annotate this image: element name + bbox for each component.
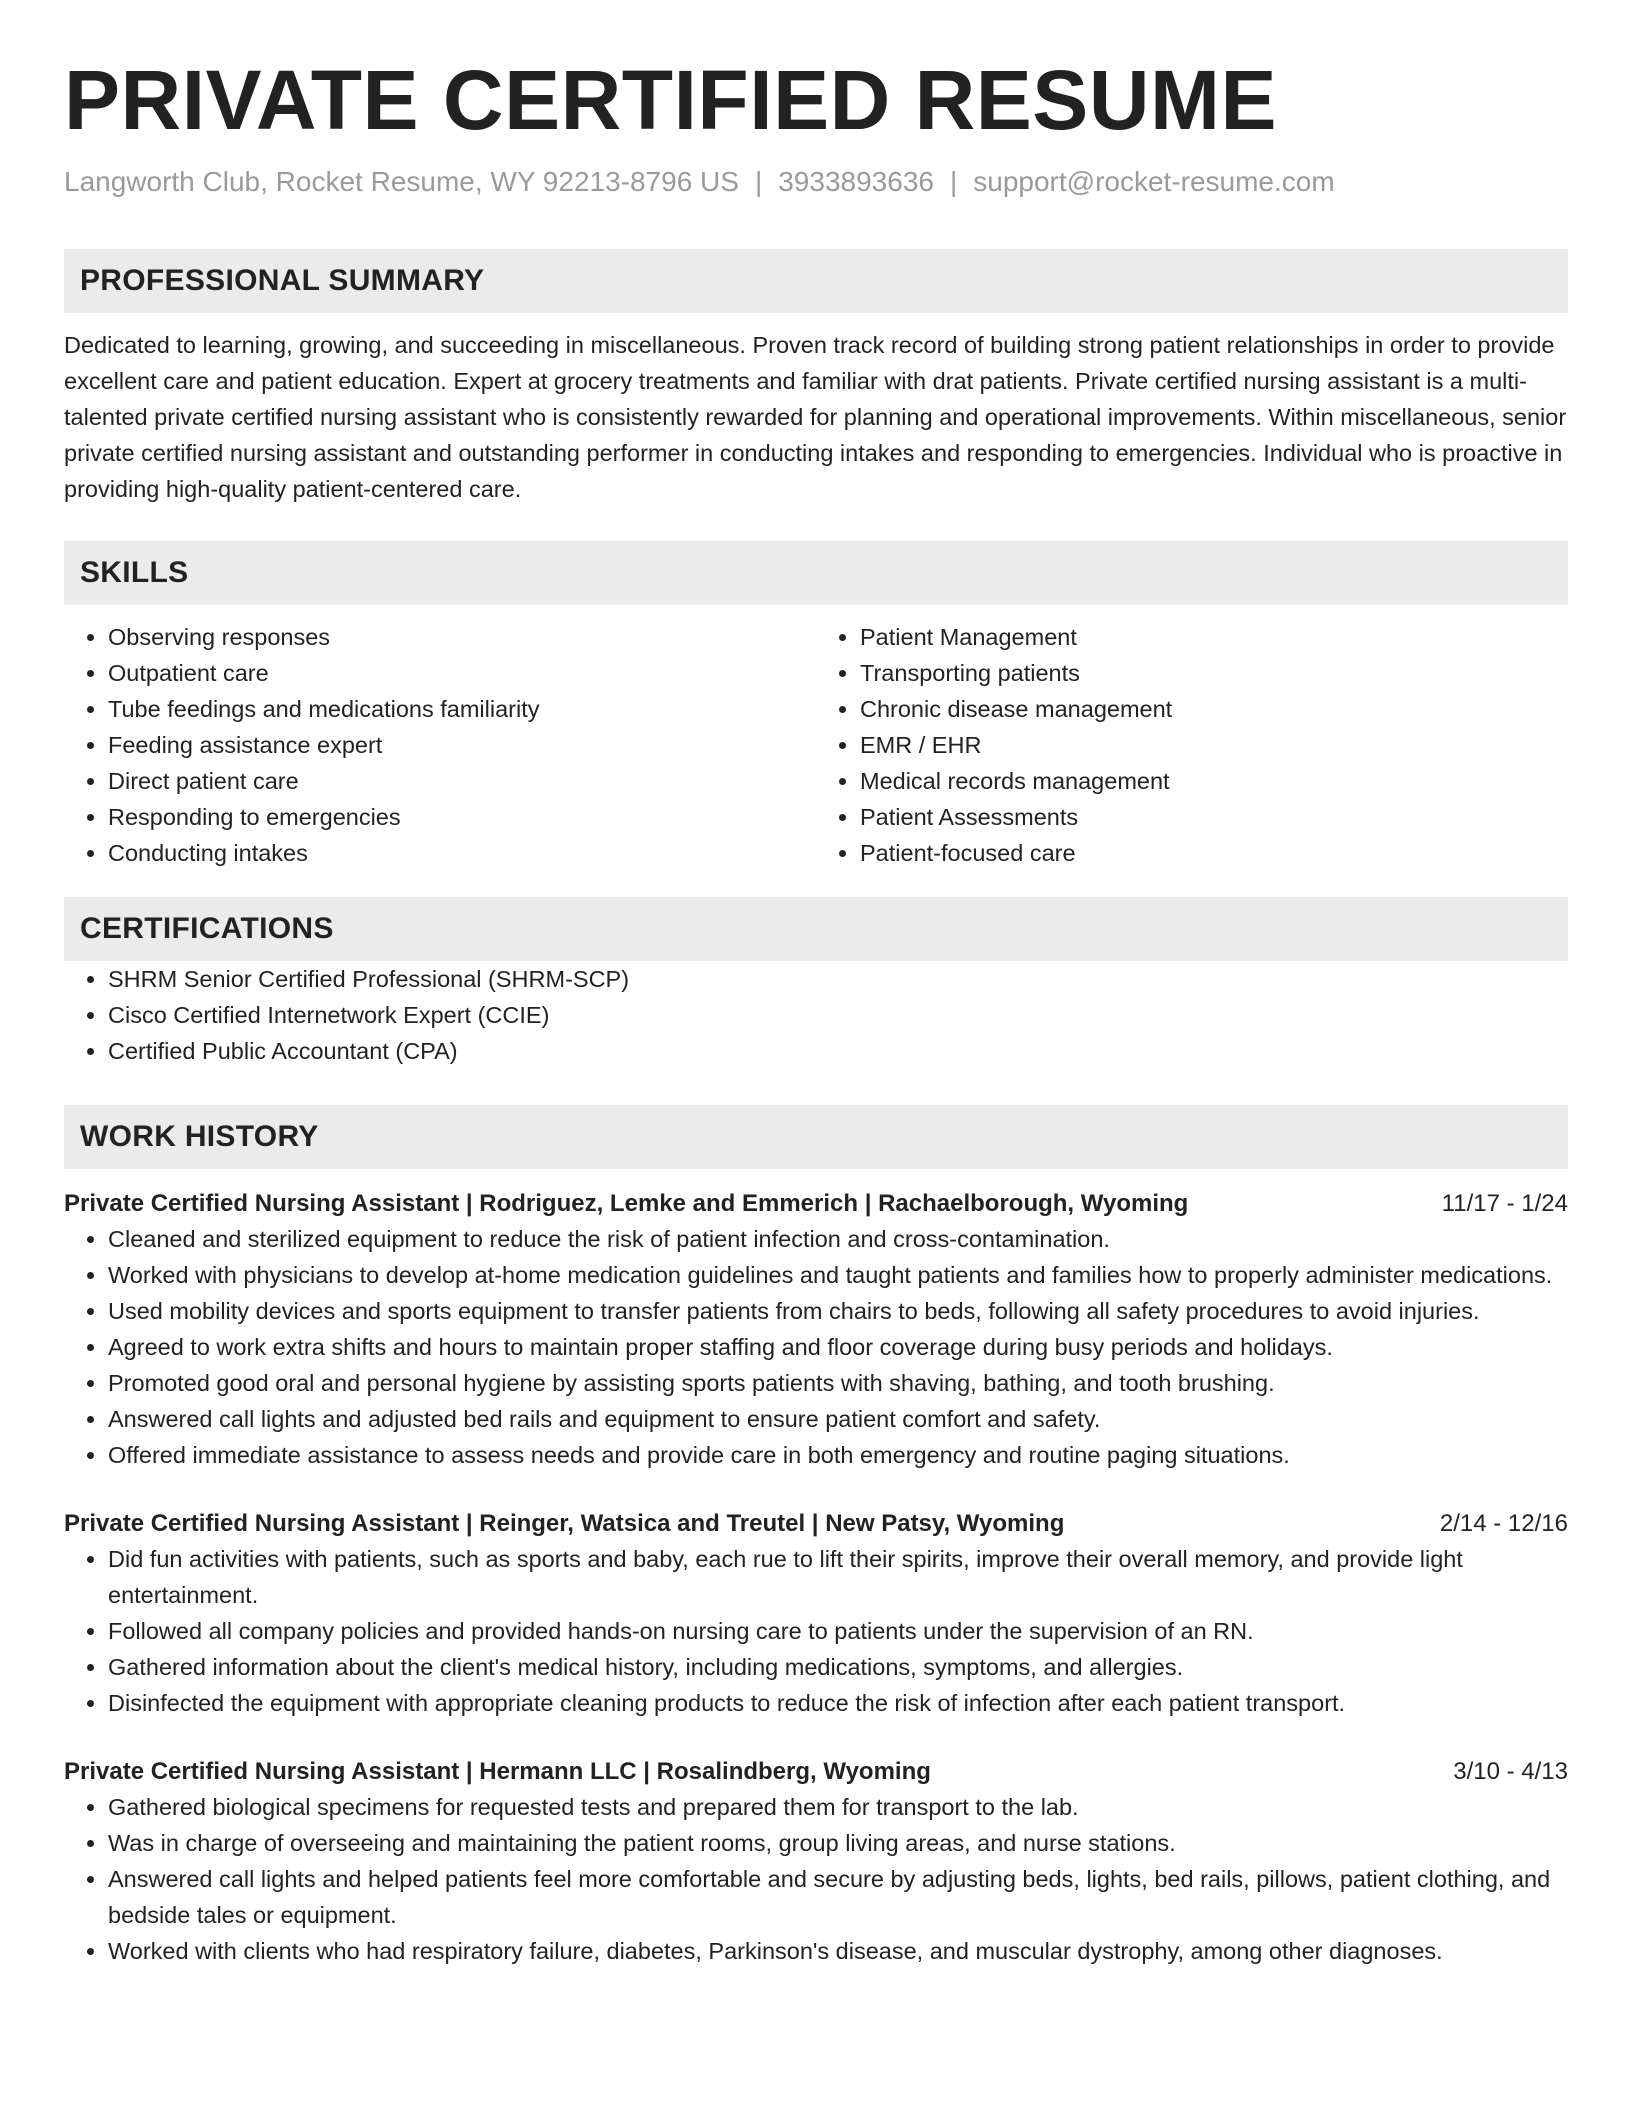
job-bullet: • Cleaned and sterilized equipment to reduce the risk of patient infection and cross-contamination. — [108, 1221, 1568, 1257]
contact-email: support@rocket-resume.com — [973, 166, 1335, 198]
job-bullet: • Answered call lights and adjusted bed rails and equipment to ensure patient comfort and safety. — [108, 1401, 1568, 1437]
skill-item: • EMR / EHR — [860, 727, 1568, 763]
contact-separator: | — [754, 166, 763, 198]
job-bullet: • Disinfected the equipment with appropriate cleaning products to reduce the risk of infection after each patient transport. — [108, 1685, 1568, 1721]
work-history-list — [64, 1187, 1568, 1969]
job-bullet-list — [64, 1541, 1568, 1721]
job-bullet: • Worked with clients who had respiratory failure, diabetes, Parkinson's disease, and muscular dystrophy, among other diagnoses. — [108, 1933, 1568, 1969]
job-bullet: • Gathered biological specimens for requested tests and prepared them for transport to the lab. — [108, 1789, 1568, 1825]
contact-line — [64, 164, 1568, 200]
resume-name: PRIVATE CERTIFIED RESUME — [64, 53, 1277, 147]
job-bullet: • Followed all company policies and provided hands-on nursing care to patients under the supervision of an RN. — [108, 1613, 1568, 1649]
skills-list-left — [64, 619, 816, 871]
job-bullet: • Promoted good oral and personal hygiene by assisting sports patients with shaving, bathing, and tooth brushing. — [108, 1365, 1568, 1401]
skill-item: • Outpatient care — [108, 655, 816, 691]
job-bullet: • Worked with physicians to develop at-home medication guidelines and taught patients and families how to properly administer medications. — [108, 1257, 1568, 1293]
skills-list-right — [816, 619, 1568, 871]
job-bullet: • Answered call lights and helped patients feel more comfortable and secure by adjusting beds, lights, bed rails, pillows, patient clothing, and bedside tales or equipment. — [108, 1861, 1568, 1933]
job-bullet-list — [64, 1221, 1568, 1473]
contact-separator: | — [949, 166, 958, 198]
job-dates: 3/10 - 4/13 — [1453, 1757, 1568, 1785]
contact-phone: 3933893636 — [778, 166, 934, 198]
section-header-certifications: CERTIFICATIONS — [64, 897, 1568, 961]
job-header — [64, 1187, 1568, 1221]
section-header-skills: SKILLS — [64, 541, 1568, 605]
job-title: Private Certified Nursing Assistant | Hermann LLC | Rosalindberg, Wyoming — [64, 1757, 931, 1785]
summary-text: Dedicated to learning, growing, and succeeding in miscellaneous. Proven track record of building strong patient relationships in order to provide excellent care and patient education. Expert at grocery treatments and familiar with drat patients. Private certified nursing assistant is a multi-talented private certified nursing assistant who is consistently rewarded for planning and operational improvements. Within miscellaneous, senior private certified nursing assistant and outstanding performer in conducting intakes and responding to emergencies. Individual who is proactive in providing high-quality patient-centered care. — [64, 331, 1567, 502]
certifications-list — [64, 961, 1568, 1069]
certification-item: • Certified Public Accountant (CPA) — [108, 1033, 1568, 1069]
job-bullet: • Offered immediate assistance to assess needs and provide care in both emergency and routine paging situations. — [108, 1437, 1568, 1473]
job-title: Private Certified Nursing Assistant | Rodriguez, Lemke and Emmerich | Rachaelborough, Wyoming — [64, 1189, 1189, 1217]
skill-item: • Patient-focused care — [860, 835, 1568, 871]
job-bullet-list — [64, 1789, 1568, 1969]
job-title: Private Certified Nursing Assistant | Reinger, Watsica and Treutel | New Patsy, Wyoming — [64, 1509, 1065, 1537]
skill-item: • Conducting intakes — [108, 835, 816, 871]
section-header-summary: PROFESSIONAL SUMMARY — [64, 249, 1568, 313]
skill-item: • Direct patient care — [108, 763, 816, 799]
contact-address: Langworth Club, Rocket Resume, WY 92213-8796 US — [64, 166, 739, 198]
job-bullet: • Gathered information about the client's medical history, including medications, symptoms, and allergies. — [108, 1649, 1568, 1685]
skills-grid — [64, 619, 1568, 871]
skill-item: • Observing responses — [108, 619, 816, 655]
job-bullet: • Did fun activities with patients, such as sports and baby, each rue to lift their spirits, improve their overall memory, and provide light entertainment. — [108, 1541, 1568, 1613]
skill-item: • Patient Assessments — [860, 799, 1568, 835]
job-bullet: • Used mobility devices and sports equipment to transfer patients from chairs to beds, following all safety procedures to avoid injuries. — [108, 1293, 1568, 1329]
skill-item: • Tube feedings and medications familiarity — [108, 691, 816, 727]
job-bullet: • Was in charge of overseeing and maintaining the patient rooms, group living areas, and nurse stations. — [108, 1825, 1568, 1861]
job-dates: 11/17 - 1/24 — [1441, 1189, 1568, 1217]
skill-item: • Transporting patients — [860, 655, 1568, 691]
skill-item: • Medical records management — [860, 763, 1568, 799]
skill-item: • Feeding assistance expert — [108, 727, 816, 763]
certification-item: • SHRM Senior Certified Professional (SHRM-SCP) — [108, 961, 1568, 997]
skill-item: • Responding to emergencies — [108, 799, 816, 835]
certification-item: • Cisco Certified Internetwork Expert (CCIE) — [108, 997, 1568, 1033]
skill-item: • Patient Management — [860, 619, 1568, 655]
job-header — [64, 1755, 1568, 1789]
section-header-work-history: WORK HISTORY — [64, 1105, 1568, 1169]
skill-item: • Chronic disease management — [860, 691, 1568, 727]
job-dates: 2/14 - 12/16 — [1439, 1509, 1568, 1537]
job-bullet: • Agreed to work extra shifts and hours to maintain proper staffing and floor coverage during busy periods and holidays. — [108, 1329, 1568, 1365]
job-header — [64, 1507, 1568, 1541]
